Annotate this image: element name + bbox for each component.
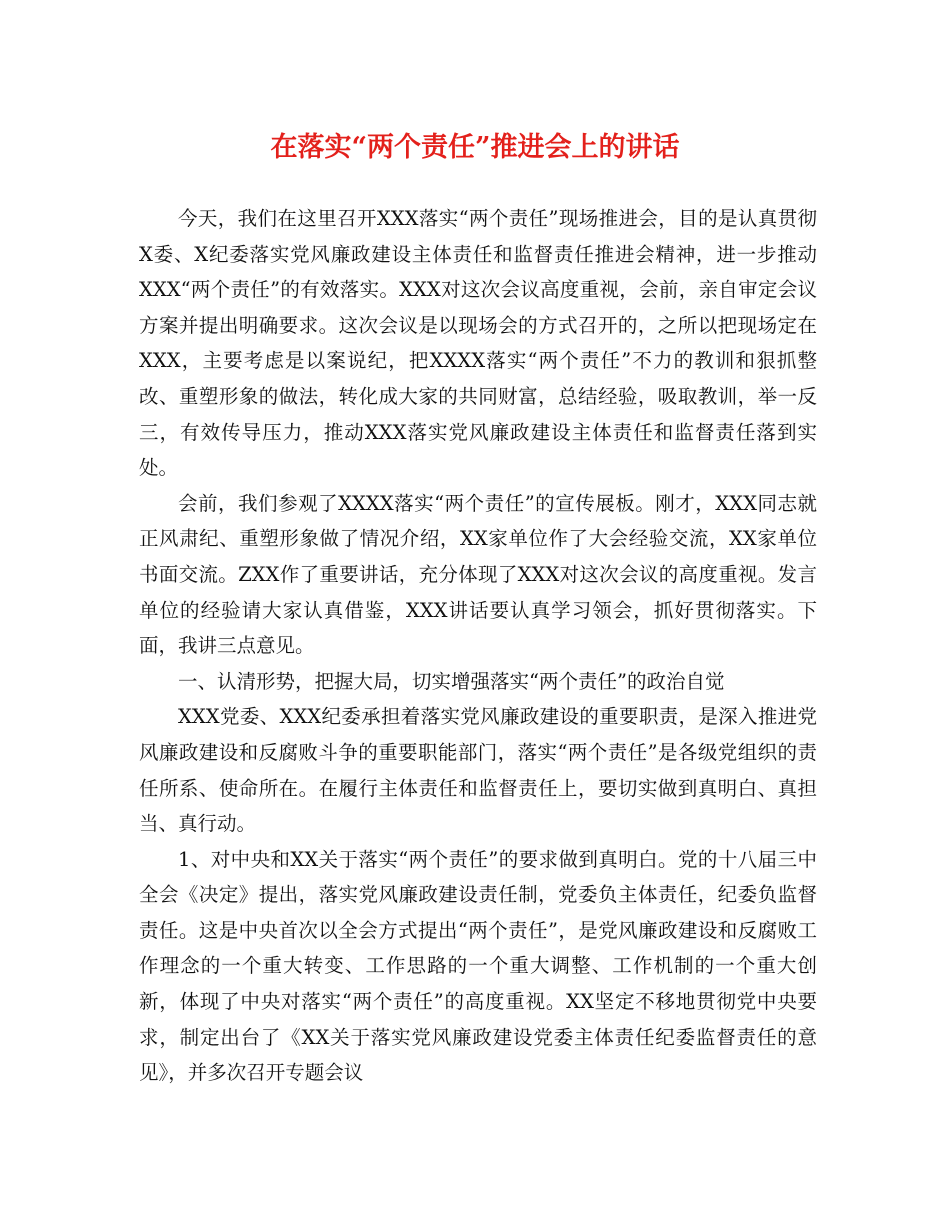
paragraph-responsibilities: XXX党委、XXX纪委承担着落实党风廉政建设的重要职责，是深入推进党风廉政建设和反腐败斗争的重要职能部门，落实“两个责任”是各级党组织的责任所系、使命所在。在履行主体责任和监督责任上，要切实做到真明白、真担当、真行动。 [139,705,817,836]
paragraph-meeting-review: 会前，我们参观了XXXX落实“两个责任”的宣传展板。刚才，XXX同志就正风肃纪、重塑形象做了情况介绍，XX家单位作了大会经验交流，XX家单位书面交流。ZXX作了重要讲话，充分体现了XXX对这次会议的高度重视。发言单位的经验请大家认真借鉴，XXX讲话要认真学习领会，抓好贯彻落实。下面，我讲三点意见。 [139,491,817,658]
document-body [139,201,817,1091]
document-title: 在落实“两个责任”推进会上的讲话 [270,132,680,163]
paragraph-point-one: 1、对中央和XX关于落实“两个责任”的要求做到真明白。党的十八届三中全会《决定》提出，落实党风廉政建设责任制，党委负主体责任，纪委负监督责任。这是中央首次以全会方式提出“两个责任”，是党风廉政建设和反腐败工作理念的一个重大转变、工作思路的一个重大调整、工作机制的一个重大创新，体现了中央对落实“两个责任”的高度重视。XX坚定不移地贯彻党中央要求，制定出台了《XX关于落实党风廉政建设党委主体责任纪委监督责任的意见》，并多次召开专题会议 [139,847,817,1085]
section-heading-one: 一、认清形势，把握大局，切实增强落实“两个责任”的政治自觉 [178,669,725,693]
paragraph-opening: 今天，我们在这里召开XXX落实“两个责任”现场推进会，目的是认真贯彻X委、X纪委落实党风廉政建设主体责任和监督责任推进会精神，进一步推动XXX“两个责任”的有效落实。XXX对这次会议高度重视，会前，亲自审定会议方案并提出明确要求。这次会议是以现场会的方式召开的，之所以把现场定在XXX，主要考虑是以案说纪，把XXXX落实“两个责任”不力的教训和狠抓整改、重塑形象的做法，转化成大家的共同财富，总结经验，吸取教训，举一反三，有效传导压力，推动XXX落实党风廉政建设主体责任和监督责任落到实处。 [139,207,817,480]
